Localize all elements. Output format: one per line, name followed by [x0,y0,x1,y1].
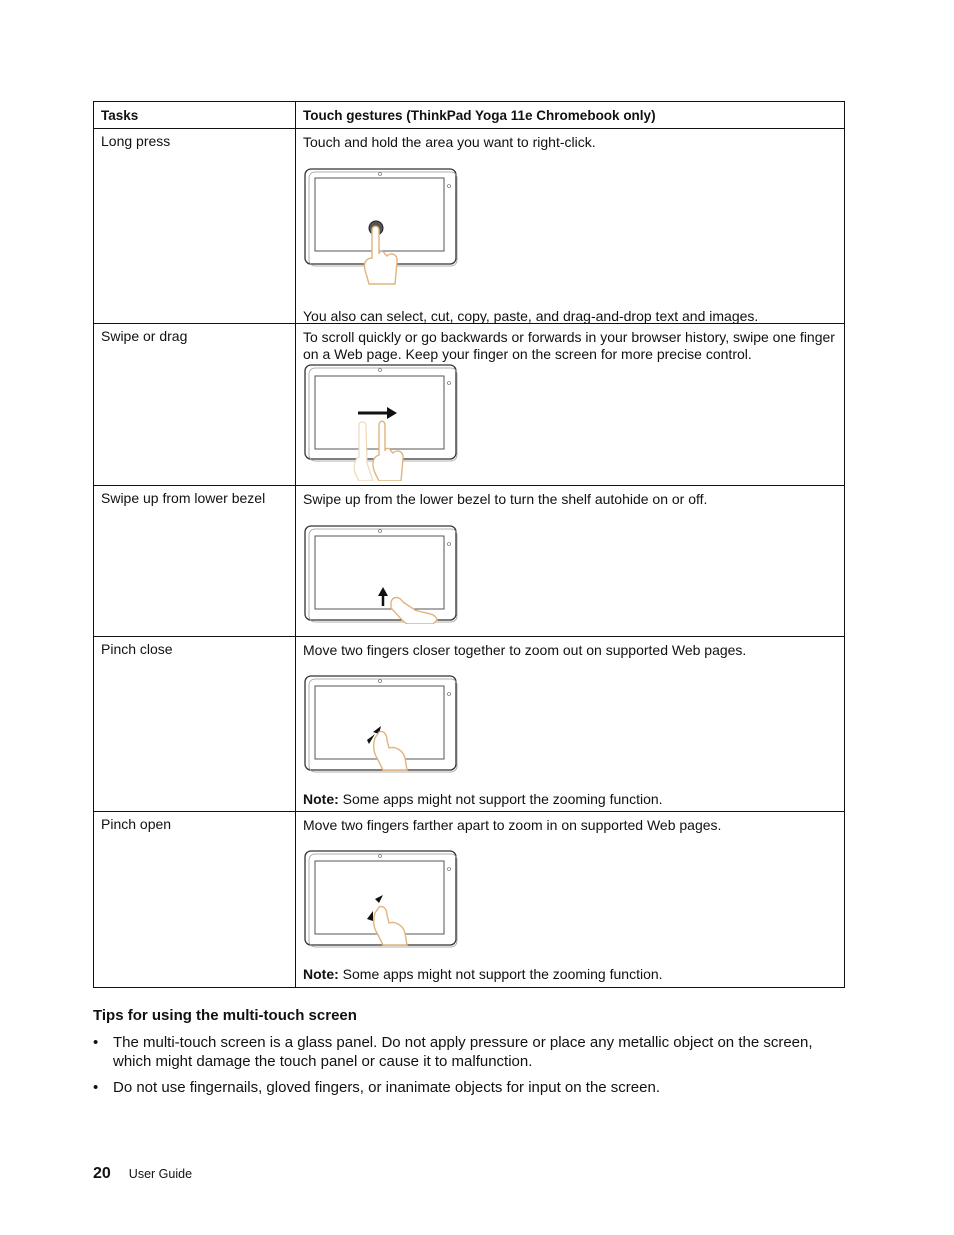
table-header-row [94,102,845,129]
list-item [93,1078,853,1097]
gesture-description: Touch and hold the area you want to right-click. [303,134,596,150]
gesture-cell [296,637,845,812]
header-tasks: Tasks [94,102,296,129]
table-row [94,486,845,637]
task-cell: Pinch close [94,637,296,812]
touch-gestures-table [93,101,845,988]
pinch-open-illustration [303,849,458,949]
gesture-description: Move two fingers farther apart to zoom in on supported Web pages. [303,817,722,833]
tips-list [93,1033,853,1104]
tips-heading: Tips for using the multi-touch screen [93,1007,357,1024]
task-cell: Swipe up from lower bezel [94,486,296,637]
swipe-illustration [303,363,458,481]
note-label: Note: [303,966,339,982]
task-cell: Swipe or drag [94,324,296,486]
gesture-note [303,791,837,808]
table-row [94,324,845,486]
header-gestures: Touch gestures (ThinkPad Yoga 11e Chromebook only) [296,102,845,129]
bullet: • [93,1079,99,1096]
gesture-cell [296,129,845,324]
table-row [94,129,845,324]
document-title: User Guide [128,1167,193,1181]
note-text: Some apps might not support the zooming function. [342,966,663,982]
long-press-illustration [303,166,458,286]
gesture-description: Move two fingers closer together to zoom out on supported Web pages. [303,642,747,658]
list-item [93,1033,853,1071]
gesture-cell [296,486,845,637]
task-cell: Long press [94,129,296,324]
task-cell: Pinch open [94,812,296,988]
gesture-note [303,966,837,983]
table-row [94,812,845,988]
gesture-description: To scroll quickly or go backwards or forwards in your browser history, swipe one finger on a Web page. Keep your finger on the screen for more precise control. [303,329,835,362]
page-number: 20 [93,1165,111,1182]
tip-text: Do not use fingernails, gloved fingers, or inanimate objects for input on the screen. [113,1079,660,1096]
page-footer [93,1165,192,1183]
gesture-cell [296,324,845,486]
note-label: Note: [303,791,339,807]
gesture-additional-text: You also can select, cut, copy, paste, and drag-and-drop text and images. [303,308,759,324]
pinch-close-illustration [303,674,458,774]
tip-text: The multi-touch screen is a glass panel. Do not apply pressure or place any metallic object on the screen, which might damage the touch panel or cause it to malfunction. [113,1034,813,1070]
note-text: Some apps might not support the zooming function. [342,791,663,807]
table-row [94,637,845,812]
gesture-cell [296,812,845,988]
gesture-description: Swipe up from the lower bezel to turn the shelf autohide on or off. [303,491,708,507]
bullet: • [93,1034,99,1051]
bezel-swipe-illustration [303,524,458,624]
